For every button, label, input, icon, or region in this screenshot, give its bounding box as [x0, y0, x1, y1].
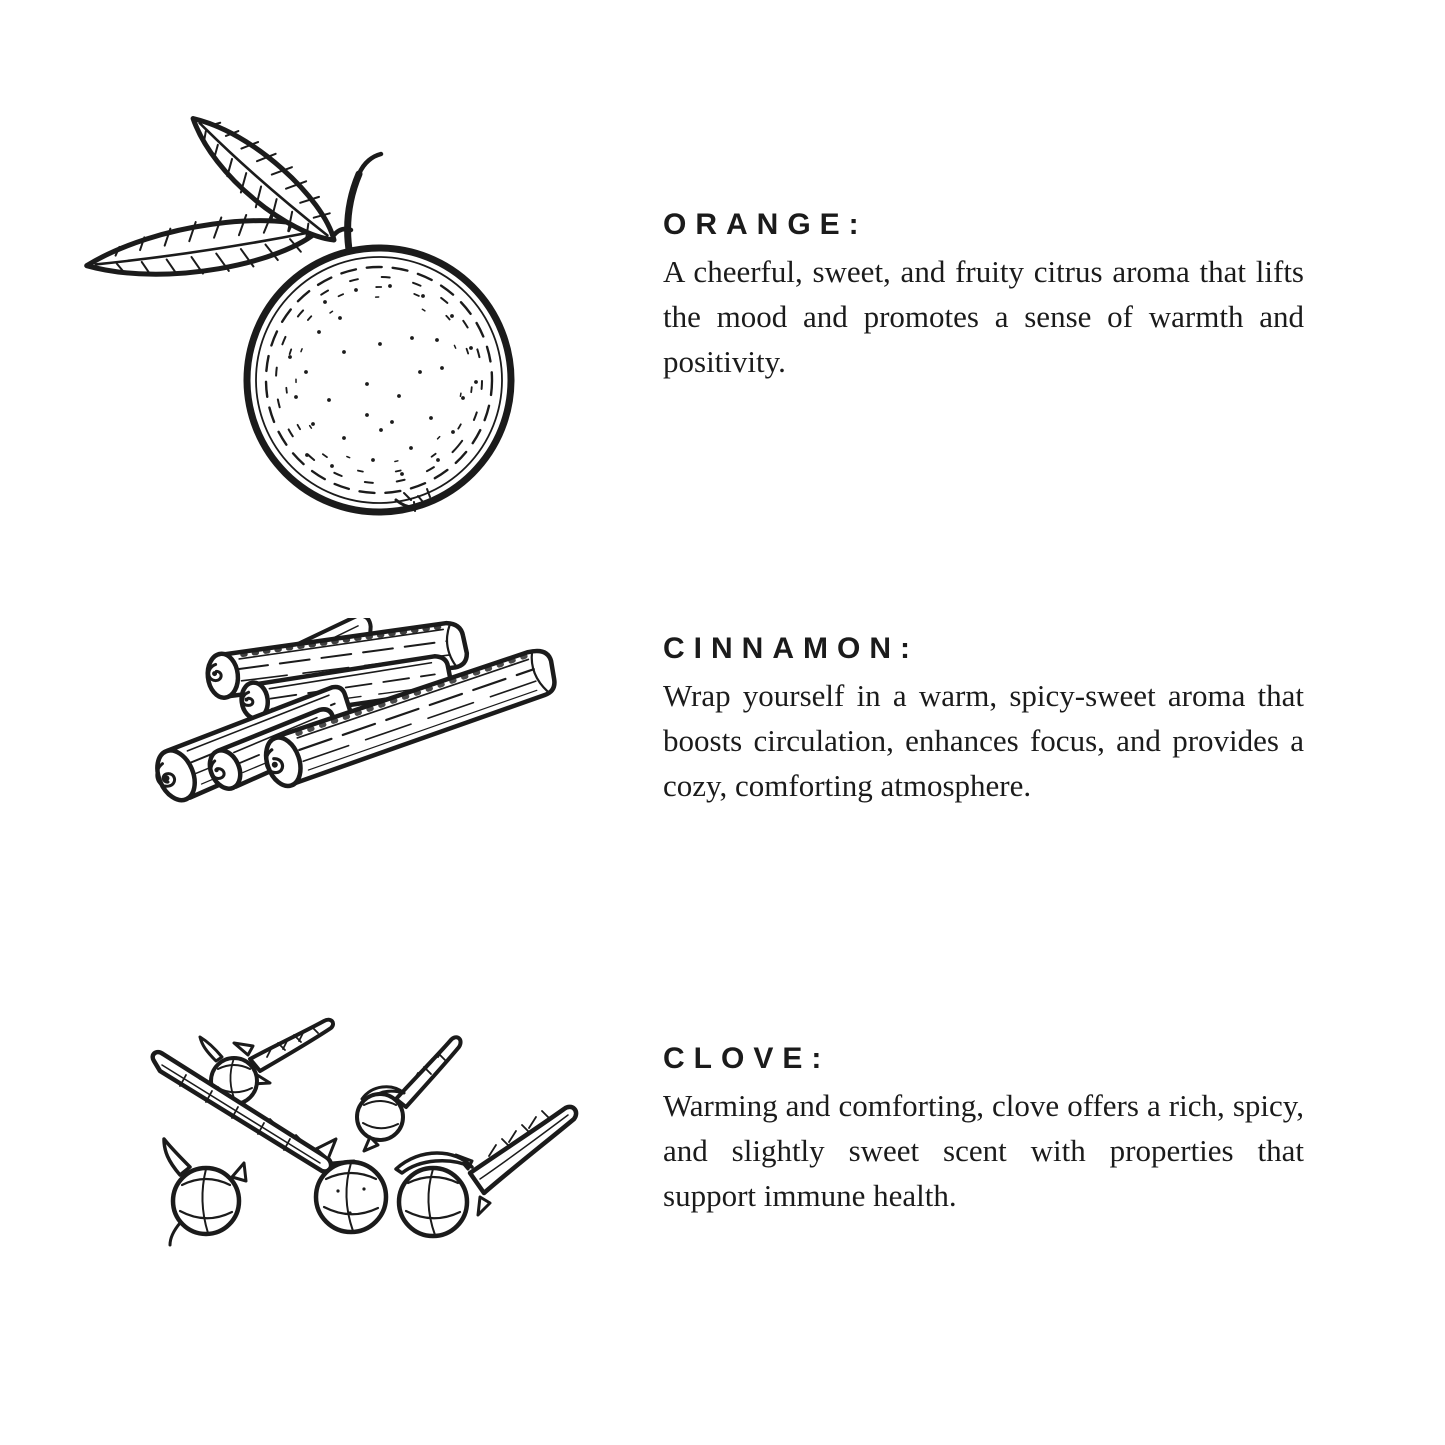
orange-heading: ORANGE: — [663, 208, 868, 241]
orange-description: A cheerful, sweet, and fruity citrus aroma that lifts the mood and promotes a sense of warmth and positivity. — [663, 254, 1304, 379]
section-clove — [663, 1041, 1304, 1218]
cinnamon-heading: CINNAMON: — [663, 632, 919, 665]
orange-fruit-sketch-icon — [82, 110, 515, 520]
clove-description: Warming and comforting, clove offers a rich, spicy, and slightly sweet scent with properties that support immune health. — [663, 1088, 1304, 1213]
section-cinnamon — [663, 631, 1304, 808]
clove-heading: CLOVE: — [663, 1042, 831, 1075]
section-orange — [663, 207, 1304, 384]
cloves-sketch-icon — [120, 1011, 587, 1248]
cinnamon-description: Wrap yourself in a warm, spicy-sweet aroma that boosts circulation, enhances focus, and provides a cozy, comforting atmosphere. — [663, 678, 1304, 803]
cinnamon-sticks-sketch-icon — [125, 618, 565, 828]
